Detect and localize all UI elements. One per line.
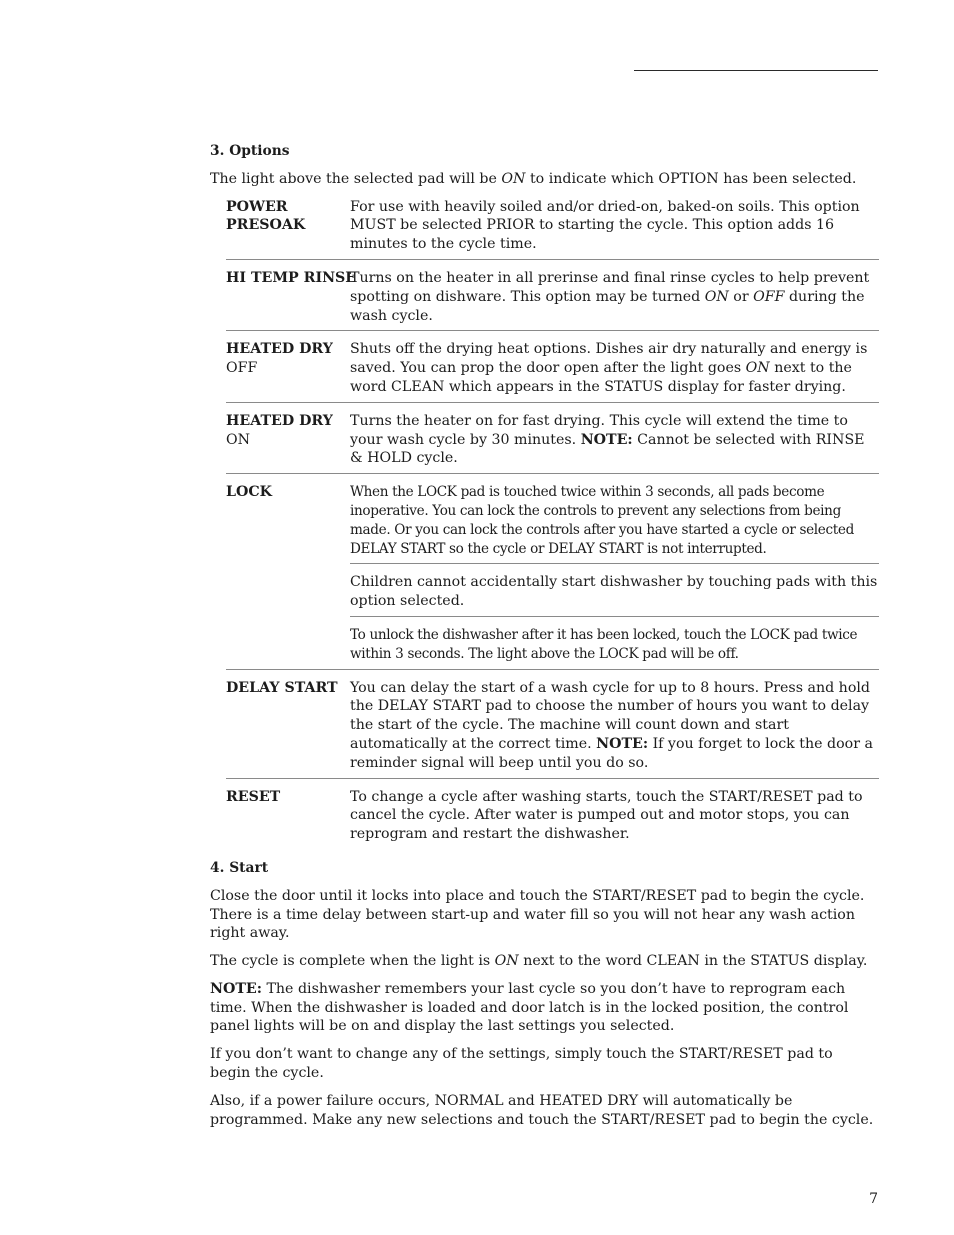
option-description [350, 412, 879, 468]
desc-part: next to the word CLEAN which appears in the STATUS display for faster drying. [350, 360, 852, 395]
option-description [350, 269, 879, 325]
option-row-power-presoak [226, 198, 879, 260]
start-paragraph-4: If you don’t want to change any of the settings, simply touch the START/RESET pad to begin the cycle. [210, 1046, 833, 1082]
intro-on: ON [501, 170, 526, 187]
lock-description-1: When the LOCK pad is touched twice within 3 seconds, all pads become inoperative. You can lock the controls to prevent any selections from being made. Or you can lock the controls after you have started a cycle or selected DELAY START so the cycle or DELAY START is not interrupted. [350, 483, 879, 564]
option-name-cell [226, 679, 350, 773]
desc-off: OFF [753, 288, 785, 305]
options-intro [210, 170, 874, 189]
lock-description-3: To unlock the dishwasher after it has been locked, touch the LOCK pad twice within 3 seconds. The light above the LOCK pad will be off. [350, 626, 858, 662]
option-name: HEATED DRY [226, 341, 333, 358]
option-name-cell [226, 412, 350, 468]
start-paragraph-3 [210, 980, 874, 1036]
option-name: RESET [226, 788, 281, 805]
para-part: The cycle is complete when the light is [210, 953, 495, 970]
desc-part: or [728, 288, 754, 305]
option-row-reset [226, 788, 879, 849]
option-description [350, 679, 879, 773]
option-subname: ON [226, 431, 251, 448]
option-description-text: To change a cycle after washing starts, touch the START/RESET pad to cancel the cycle. After water is pumped out and motor stops, you can reprogram and restart the dishwasher. [350, 788, 863, 843]
intro-text: The light above the selected pad will be [210, 170, 502, 187]
option-name-cell [226, 198, 350, 254]
option-row-hi-temp-rinse [226, 269, 879, 331]
desc-part: If you forget to lock the door a reminder signal will beep until you do so. [350, 735, 873, 771]
option-name: HI TEMP RINSE [226, 269, 357, 286]
start-paragraph-2 [210, 952, 874, 971]
option-name: DELAY START [226, 679, 338, 696]
option-description-text [350, 340, 879, 396]
note-label: NOTE: [580, 431, 633, 448]
desc-part: You can delay the start of a wash cycle for up to 8 hours. Press and hold the DELAY START pad to choose the number of hours you want to delay the start of the cycle. The machine will count down and start automatically at the correct time. [350, 679, 870, 752]
option-name: POWER PRESOAK [226, 198, 306, 234]
desc-on: ON [704, 288, 729, 305]
options-table [226, 198, 879, 849]
option-name: LOCK [226, 484, 272, 501]
option-row-delay-start [226, 679, 879, 779]
option-description-text [350, 412, 879, 468]
option-description [350, 198, 879, 254]
option-description [350, 340, 879, 396]
para-part: next to the word CLEAN in the STATUS display. [518, 953, 868, 970]
para-part: The dishwasher remembers your last cycle so you don’t have to reprogram each time. When the dishwasher is loaded and door latch is in the locked position, the control panel lights will be on and display the last settings you selected. [210, 980, 849, 1035]
note-label: NOTE: [210, 980, 262, 997]
option-description-text: For use with heavily soiled and/or dried-on, baked-on soils. This option MUST be selected PRIOR to starting the cycle. This option adds 16 minutes to the cycle time. [350, 198, 860, 253]
intro-text-end: to indicate which OPTION has been selected. [525, 170, 857, 187]
desc-part: Cannot be selected with RINSE & HOLD cycle. [350, 431, 865, 467]
desc-part: Turns on the heater in all prerinse and final rinse cycles to help prevent spotting on dishware. This option may be turned [350, 269, 870, 305]
header-rule [634, 70, 878, 71]
options-heading: 3. Options [210, 143, 290, 159]
start-paragraph-5: Also, if a power failure occurs, NORMAL and HEATED DRY will automatically be programmed. Make any new selections and touch the START/RESET pad to begin the cycle. [210, 1092, 874, 1128]
option-description-text [350, 679, 879, 773]
option-row-heated-dry-on [226, 412, 879, 474]
option-name: HEATED DRY [226, 412, 333, 429]
option-name-cell [226, 340, 350, 396]
option-name-cell [226, 483, 350, 663]
option-name-cell [226, 269, 357, 325]
desc-part: Turns the heater on for fast drying. This cycle will extend the time to your wash cycle by 30 minutes. [350, 412, 848, 448]
page-content [210, 142, 878, 1138]
option-description [350, 483, 879, 663]
desc-part: Shuts off the drying heat options. Dishes air dry naturally and energy is saved. You can prop the door open after the light goes [350, 341, 868, 377]
option-description [350, 788, 879, 844]
note-label: NOTE: [596, 735, 649, 752]
start-paragraph-1: Close the door until it locks into place and touch the START/RESET pad to begin the cycle. There is a time delay between start-up and water fill so you will not hear any wash action right away. [210, 887, 865, 942]
para-on: ON [494, 953, 519, 970]
option-description-text [350, 269, 879, 325]
desc-on: ON [745, 360, 770, 377]
option-subname: OFF [226, 360, 258, 377]
page-number: 7 [869, 1191, 878, 1207]
option-row-lock [226, 483, 879, 669]
desc-part: during the wash cycle. [350, 288, 865, 324]
option-name-cell [226, 788, 350, 844]
start-heading: 4. Start [210, 859, 269, 876]
lock-description-2: Children cannot accidentally start dishwasher by touching pads with this option selected. [350, 573, 879, 617]
option-row-heated-dry-off [226, 340, 879, 402]
